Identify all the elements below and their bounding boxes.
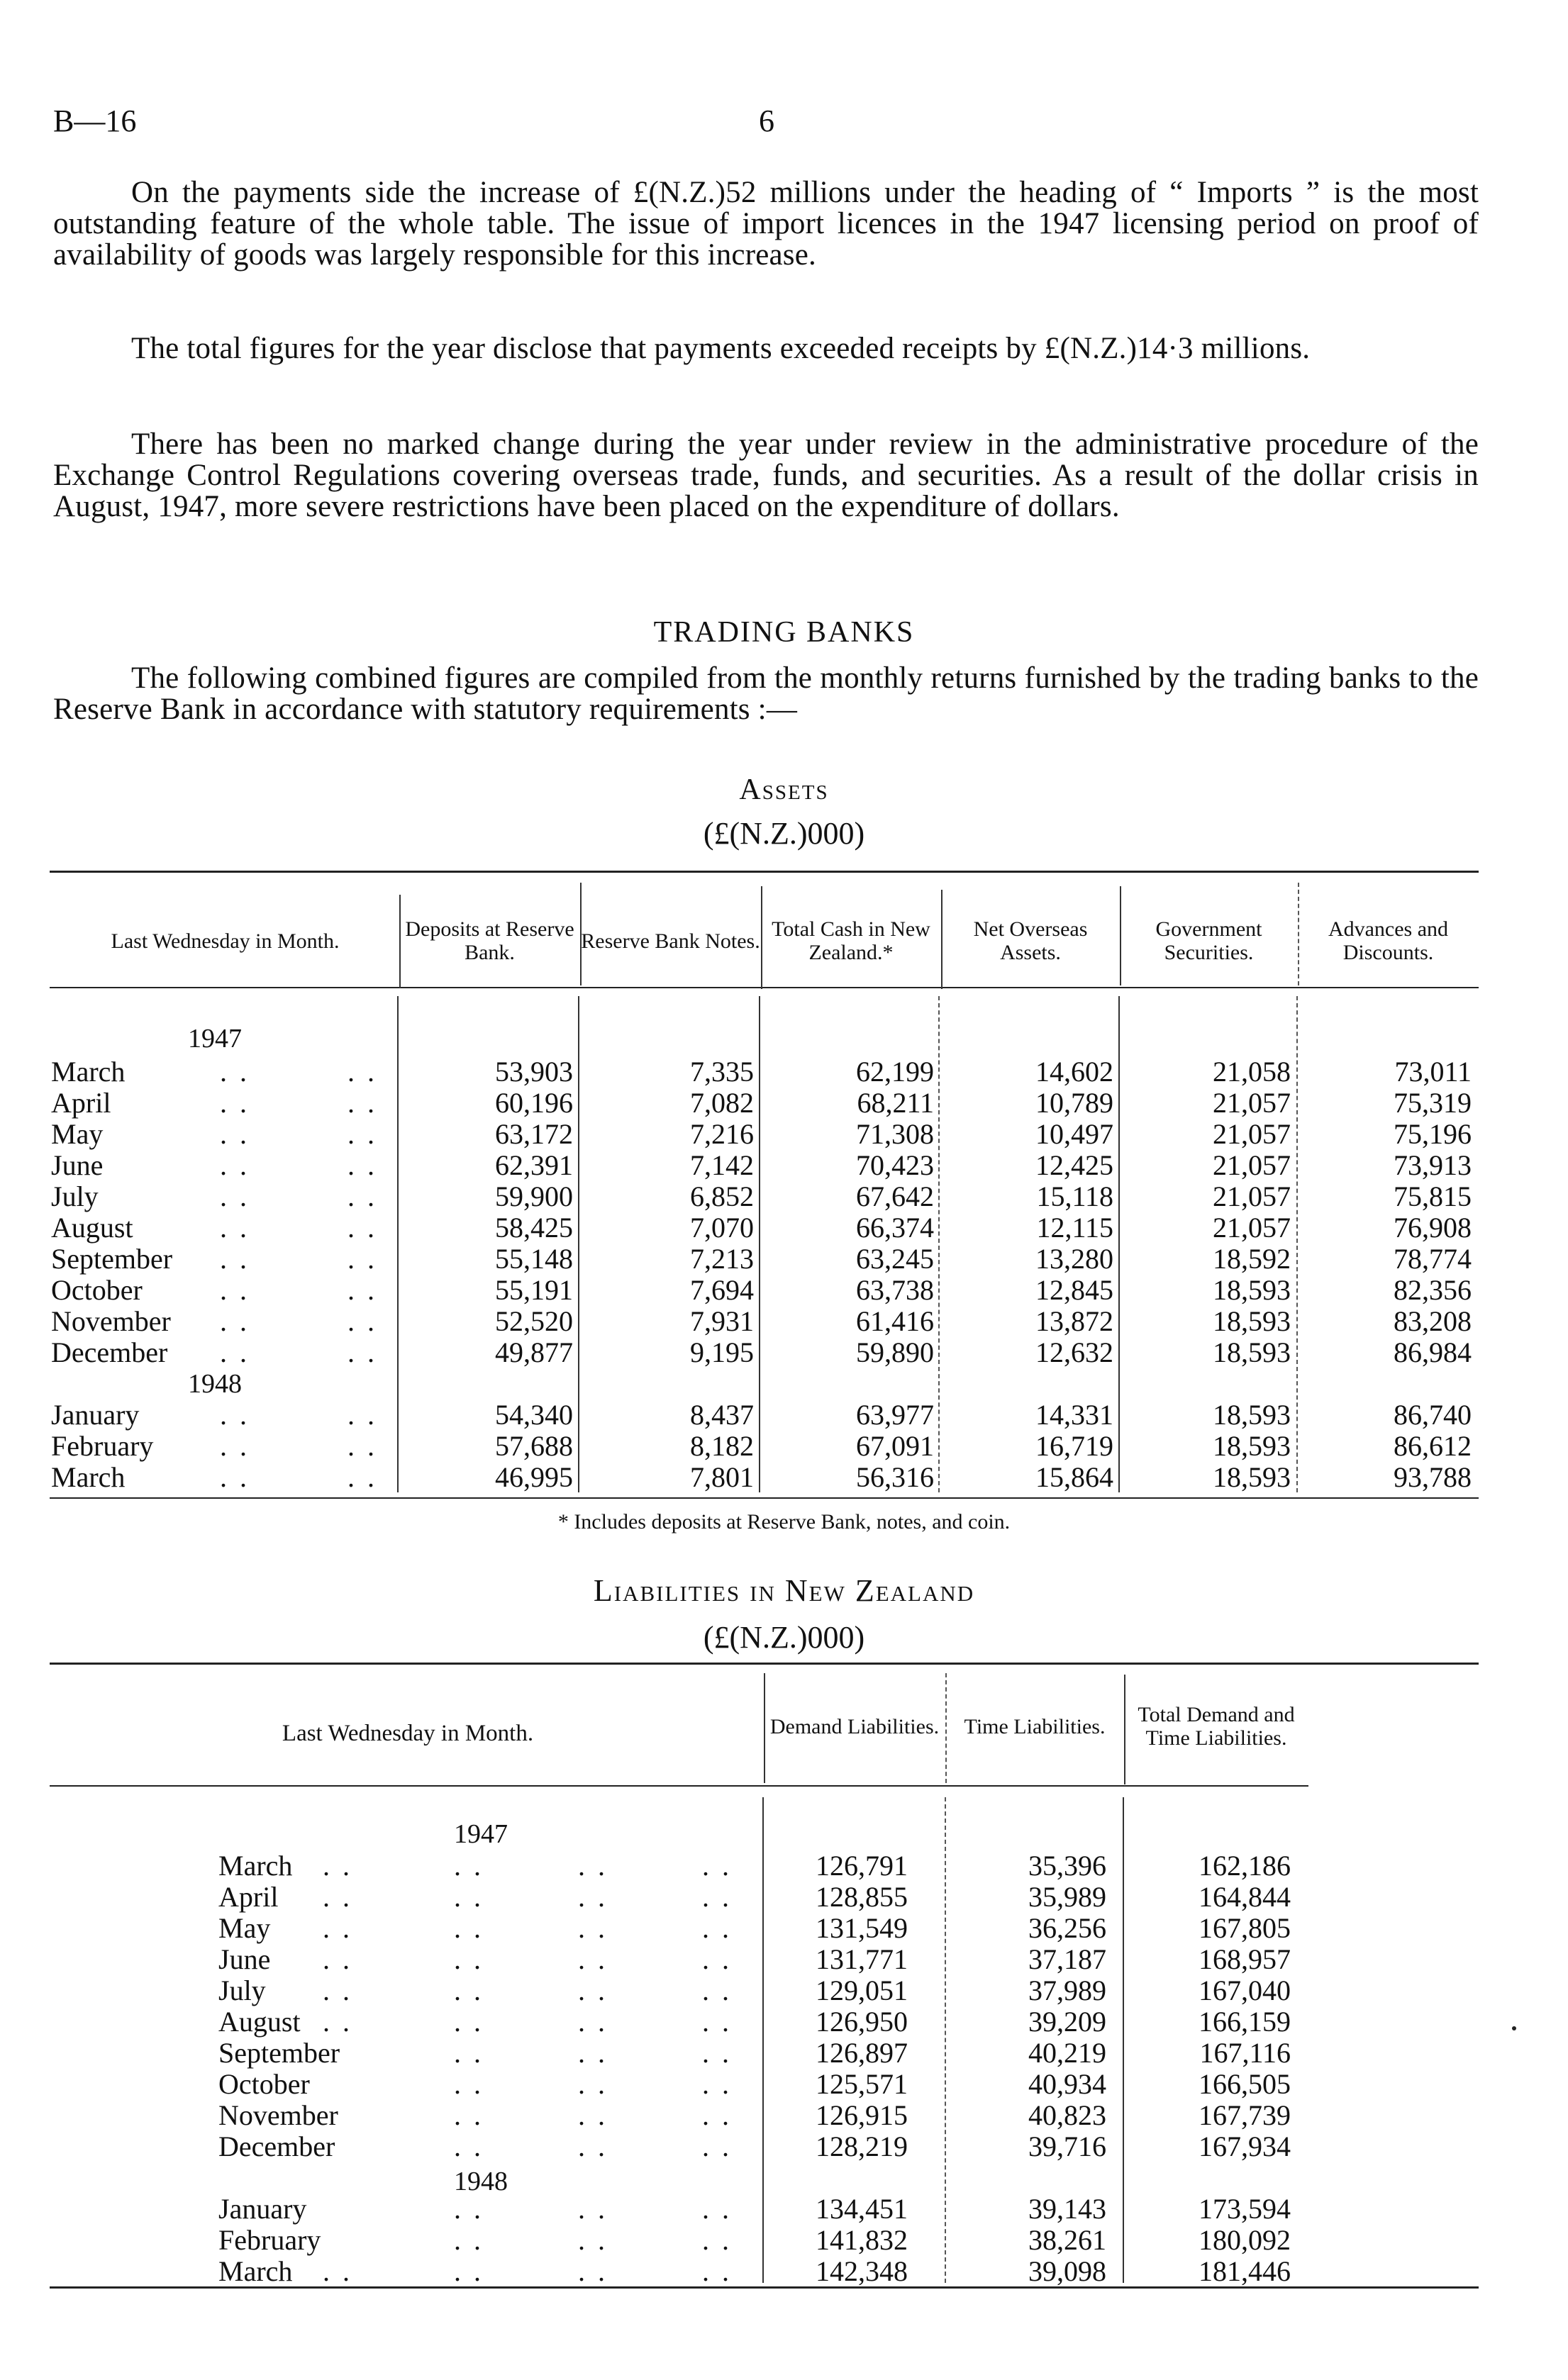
cell-value: 167,934 [1199, 2130, 1291, 2162]
cell-value: 15,118 [1036, 1180, 1113, 1212]
paragraph-exchange-control: There has been no marked change during the year under review in the administrative procedure of the Exchange Control Regulations covering overseas trade, funds, and securities. As a result of the dollar crisis in August, 1947, more severe restrictions have been placed on the expenditure of dollars. [53, 428, 1479, 523]
cell-value: 38,261 [1028, 2224, 1106, 2256]
table-bottom-rule [50, 1497, 1479, 1499]
leader-dots: . . [454, 2099, 484, 2131]
row-month: March [218, 2255, 293, 2287]
cell-value: 39,098 [1028, 2255, 1106, 2287]
cell-value: 56,316 [856, 1461, 934, 1493]
table-top-rule [50, 1663, 1479, 1665]
leader-dots: . . [220, 1149, 250, 1181]
cell-value: 7,335 [690, 1056, 754, 1088]
col-header-overseas: Net Overseas Assets. [973, 917, 1088, 964]
cell-value: 63,245 [856, 1243, 934, 1275]
cell-value: 60,196 [495, 1087, 573, 1119]
cell-value: 12,632 [1035, 1336, 1113, 1368]
leader-dots: . . [578, 1850, 608, 1882]
leader-dots: . . [702, 2068, 732, 2100]
cell-value: 53,903 [495, 1056, 573, 1088]
col-header-total-cash: Total Cash in New Zealand.* [772, 917, 930, 964]
cell-value: 40,823 [1028, 2099, 1106, 2131]
cell-value: 173,594 [1199, 2193, 1291, 2225]
cell-value: 7,070 [690, 1212, 754, 1244]
cell-value: 7,694 [690, 1274, 754, 1306]
leader-dots: . . [347, 1274, 377, 1306]
cell-value: 78,774 [1394, 1243, 1472, 1275]
leader-dots: . . [220, 1336, 250, 1368]
leader-dots: . . [702, 2037, 732, 2069]
leader-dots: . . [347, 1430, 377, 1462]
cell-value: 141,832 [816, 2224, 908, 2256]
cell-value: 62,391 [495, 1149, 573, 1181]
cell-value: 8,437 [690, 1399, 754, 1431]
cell-value: 128,219 [816, 2130, 908, 2162]
leader-dots: . . [454, 1974, 484, 2006]
leader-dots: . . [323, 1850, 352, 1882]
leader-dots: . . [220, 1212, 250, 1244]
table-row [0, 1337, 1568, 1368]
year-label: 1948 [188, 1369, 242, 1399]
header-bottom-rule [50, 987, 1479, 988]
cell-value: 14,331 [1035, 1399, 1113, 1431]
leader-dots: . . [702, 1943, 732, 1975]
table-row [0, 1150, 1568, 1181]
leader-dots: . . [347, 1087, 377, 1119]
leader-dots: . . [220, 1118, 250, 1150]
leader-dots: . . [578, 2193, 608, 2225]
row-month: August [218, 2006, 301, 2038]
table-row [0, 1181, 1568, 1212]
cell-value: 39,209 [1028, 2006, 1106, 2038]
leader-dots: . . [220, 1243, 250, 1275]
leader-dots: . . [347, 1212, 377, 1244]
leader-dots: . . [323, 1912, 352, 1944]
cell-value: 167,040 [1199, 1974, 1291, 2006]
cell-value: 66,374 [856, 1212, 934, 1244]
row-month: October [51, 1274, 143, 1306]
row-month: December [51, 1336, 168, 1368]
row-month: April [218, 1881, 279, 1913]
table-row [0, 1119, 1568, 1150]
leader-dots: . . [454, 2130, 484, 2162]
cell-value: 7,142 [690, 1149, 754, 1181]
cell-value: 18,592 [1213, 1243, 1291, 1275]
cell-value: 63,738 [856, 1274, 934, 1306]
table-row [0, 1431, 1568, 1462]
cell-value: 126,915 [816, 2099, 908, 2131]
cell-value: 75,196 [1394, 1118, 1472, 1150]
assets-title: Assets [739, 773, 829, 806]
cell-value: 57,688 [495, 1430, 573, 1462]
table-row [0, 2225, 1568, 2256]
header-bottom-rule [50, 1785, 1308, 1787]
col-header-demand: Demand Liabilities. [769, 1714, 940, 1738]
col-header-time: Time Liabilities. [964, 1714, 1106, 1738]
leader-dots: . . [578, 1974, 608, 2006]
cell-value: 18,593 [1213, 1336, 1291, 1368]
paragraph-imports: On the payments side the increase of £(N.Z.)52 millions under the heading of “ Imports ” is the most outstanding feature of the whole table. The issue of import licences in the 1947 licensing period on proof of availability of goods was largely responsible for this increase. [53, 176, 1479, 272]
leader-dots: . . [220, 1430, 250, 1462]
row-month: March [51, 1461, 126, 1493]
cell-value: 37,989 [1028, 1974, 1106, 2006]
table-row [0, 1399, 1568, 1431]
cell-value: 168,957 [1199, 1943, 1291, 1975]
year-label: 1947 [454, 1819, 508, 1849]
cell-value: 67,091 [856, 1430, 934, 1462]
cell-value: 131,549 [816, 1912, 908, 1944]
leader-dots: . . [347, 1118, 377, 1150]
cell-value: 12,845 [1035, 1274, 1113, 1306]
leader-dots: . . [220, 1087, 250, 1119]
leader-dots: . . [578, 2130, 608, 2162]
cell-value: 21,057 [1213, 1087, 1291, 1119]
cell-value: 125,571 [816, 2068, 908, 2100]
col-header-total: Total Demand and Time Liabilities. [1138, 1703, 1295, 1750]
row-month: March [51, 1056, 126, 1088]
leader-dots: . . [578, 2224, 608, 2256]
row-month: May [218, 1912, 271, 1944]
table-row [0, 2131, 1568, 2162]
leader-dots: . . [578, 2099, 608, 2131]
row-month: November [218, 2099, 338, 2131]
table-row [0, 1944, 1568, 1975]
row-month: January [218, 2193, 307, 2225]
cell-value: 9,195 [690, 1336, 754, 1368]
table-row [0, 2256, 1568, 2287]
leader-dots: . . [347, 1243, 377, 1275]
cell-value: 63,172 [495, 1118, 573, 1150]
cell-value: 75,319 [1394, 1087, 1472, 1119]
leader-dots: . . [323, 2006, 352, 2038]
table-row [0, 1212, 1568, 1244]
leader-dots: . . [220, 1274, 250, 1306]
leader-dots: . . [454, 2037, 484, 2069]
cell-value: 14,602 [1035, 1056, 1113, 1088]
paragraph-totals: The total figures for the year disclose that payments exceeded receipts by £(N.Z.)14·3 millions. [131, 332, 1311, 365]
cell-value: 59,900 [495, 1180, 573, 1212]
leader-dots: . . [702, 1850, 732, 1882]
cell-value: 40,934 [1028, 2068, 1106, 2100]
cell-value: 54,340 [495, 1399, 573, 1431]
leader-dots: . . [347, 1461, 377, 1493]
cell-value: 126,897 [816, 2037, 908, 2069]
leader-dots: . . [578, 2255, 608, 2287]
cell-value: 63,977 [856, 1399, 934, 1431]
table-row [0, 2194, 1568, 2225]
leader-dots: . . [578, 1912, 608, 1944]
cell-value: 39,143 [1028, 2193, 1106, 2225]
cell-value: 21,057 [1213, 1212, 1291, 1244]
table-row [0, 1882, 1568, 1913]
cell-value: 162,186 [1199, 1850, 1291, 1882]
cell-value: 82,356 [1394, 1274, 1472, 1306]
cell-value: 36,256 [1028, 1912, 1106, 1944]
row-month: September [51, 1243, 173, 1275]
leader-dots: . . [323, 2255, 352, 2287]
leader-dots: . . [220, 1399, 250, 1431]
leader-dots: . . [702, 1881, 732, 1913]
liabilities-unit: (£(N.Z.)000) [703, 1620, 865, 1655]
row-month: May [51, 1118, 104, 1150]
table-row [0, 1244, 1568, 1275]
cell-value: 35,989 [1028, 1881, 1106, 1913]
col-header-month: Last Wednesday in Month. [282, 1720, 534, 1746]
col-header-advances: Advances and Discounts. [1328, 917, 1449, 964]
row-month: February [51, 1430, 154, 1462]
leader-dots: . . [220, 1461, 250, 1493]
intro-paragraph: The following combined figures are compiled from the monthly returns furnished by the trading banks to the Reserve Bank in accordance with statutory requirements :— [53, 661, 1479, 726]
leader-dots: . . [454, 2006, 484, 2038]
table-row [0, 1088, 1568, 1119]
cell-value: 73,011 [1394, 1056, 1472, 1088]
year-label: 1948 [454, 2167, 508, 2196]
cell-value: 18,593 [1213, 1305, 1291, 1337]
cell-value: 142,348 [816, 2255, 908, 2287]
leader-dots: . . [347, 1305, 377, 1337]
cell-value: 35,396 [1028, 1850, 1106, 1882]
leader-dots: . . [702, 1974, 732, 2006]
cell-value: 8,182 [690, 1430, 754, 1462]
stray-mark [1512, 2026, 1516, 2030]
cell-value: 67,642 [856, 1180, 934, 1212]
leader-dots: . . [702, 2099, 732, 2131]
cell-value: 166,505 [1199, 2068, 1291, 2100]
cell-value: 37,187 [1028, 1943, 1106, 1975]
col-header-securities: Government Securities. [1155, 917, 1262, 964]
row-month: July [218, 1974, 266, 2006]
cell-value: 55,148 [495, 1243, 573, 1275]
leader-dots: . . [578, 2037, 608, 2069]
leader-dots: . . [454, 1850, 484, 1882]
cell-value: 21,057 [1213, 1180, 1291, 1212]
cell-value: 7,213 [690, 1243, 754, 1275]
leader-dots: . . [454, 1943, 484, 1975]
row-month: July [51, 1180, 99, 1212]
cell-value: 167,805 [1199, 1912, 1291, 1944]
col-header-deposits: Deposits at Reserve Bank. [405, 917, 574, 964]
cell-value: 86,612 [1394, 1430, 1472, 1462]
cell-value: 128,855 [816, 1881, 908, 1913]
leader-dots: . . [702, 2255, 732, 2287]
cell-value: 21,057 [1213, 1149, 1291, 1181]
cell-value: 12,115 [1036, 1212, 1113, 1244]
leader-dots: . . [220, 1056, 250, 1088]
leader-dots: . . [347, 1336, 377, 1368]
cell-value: 83,208 [1394, 1305, 1472, 1337]
leader-dots: . . [347, 1180, 377, 1212]
leader-dots: . . [578, 1943, 608, 1975]
leader-dots: . . [702, 1912, 732, 1944]
leader-dots: . . [454, 2255, 484, 2287]
cell-value: 61,416 [856, 1305, 934, 1337]
row-month: April [51, 1087, 111, 1119]
table-row [0, 1275, 1568, 1306]
cell-value: 126,791 [816, 1850, 908, 1882]
row-month: August [51, 1212, 133, 1244]
table-row [0, 2006, 1568, 2038]
cell-value: 86,984 [1394, 1336, 1472, 1368]
col-header-month: Last Wednesday in Month. [111, 929, 340, 953]
cell-value: 49,877 [495, 1336, 573, 1368]
cell-value: 13,280 [1035, 1243, 1113, 1275]
leader-dots: . . [454, 2224, 484, 2256]
leader-dots: . . [702, 2224, 732, 2256]
cell-value: 180,092 [1199, 2224, 1291, 2256]
row-month: June [51, 1149, 104, 1181]
leader-dots: . . [454, 1881, 484, 1913]
table-top-rule [50, 871, 1479, 873]
leader-dots: . . [220, 1305, 250, 1337]
row-month: March [218, 1850, 293, 1882]
leader-dots: . . [347, 1149, 377, 1181]
table-row [0, 1306, 1568, 1337]
cell-value: 21,057 [1213, 1118, 1291, 1150]
cell-value: 7,216 [690, 1118, 754, 1150]
row-month: December [218, 2130, 335, 2162]
cell-value: 62,199 [856, 1056, 934, 1088]
table-row [0, 2038, 1568, 2069]
page-number: 6 [759, 104, 774, 138]
cell-value: 7,931 [690, 1305, 754, 1337]
leader-dots: . . [578, 2068, 608, 2100]
cell-value: 46,995 [495, 1461, 573, 1493]
leader-dots: . . [323, 1943, 352, 1975]
cell-value: 131,771 [816, 1943, 908, 1975]
table-row [0, 1850, 1568, 1882]
cell-value: 55,191 [495, 1274, 573, 1306]
leader-dots: . . [702, 2006, 732, 2038]
table-row [0, 2069, 1568, 2100]
cell-value: 39,716 [1028, 2130, 1106, 2162]
cell-value: 70,423 [856, 1149, 934, 1181]
leader-dots: . . [347, 1399, 377, 1431]
page-reference: B—16 [53, 104, 137, 138]
table-row [0, 1056, 1568, 1088]
leader-dots: . . [323, 1974, 352, 2006]
section-title: TRADING BANKS [653, 616, 915, 649]
cell-value: 167,116 [1199, 2037, 1291, 2069]
cell-value: 18,593 [1213, 1430, 1291, 1462]
leader-dots: . . [702, 2130, 732, 2162]
row-month: September [218, 2037, 340, 2069]
row-month: February [218, 2224, 321, 2256]
leader-dots: . . [220, 1180, 250, 1212]
table-row [0, 1913, 1568, 1944]
year-label: 1947 [188, 1024, 242, 1054]
table-row [0, 1462, 1568, 1493]
cell-value: 16,719 [1035, 1430, 1113, 1462]
row-month: October [218, 2068, 310, 2100]
cell-value: 167,739 [1199, 2099, 1291, 2131]
cell-value: 15,864 [1035, 1461, 1113, 1493]
liabilities-title: Liabilities in New Zealand [593, 1573, 975, 1608]
cell-value: 10,789 [1035, 1087, 1113, 1119]
cell-value: 58,425 [495, 1212, 573, 1244]
cell-value: 76,908 [1394, 1212, 1472, 1244]
cell-value: 166,159 [1199, 2006, 1291, 2038]
leader-dots: . . [702, 2193, 732, 2225]
col-header-notes: Reserve Bank Notes. [581, 929, 760, 953]
cell-value: 71,308 [856, 1118, 934, 1150]
cell-value: 73,913 [1394, 1149, 1472, 1181]
cell-value: 129,051 [816, 1974, 908, 2006]
leader-dots: . . [454, 2068, 484, 2100]
cell-value: 126,950 [816, 2006, 908, 2038]
cell-value: 134,451 [816, 2193, 908, 2225]
cell-value: 18,593 [1213, 1461, 1291, 1493]
leader-dots: . . [323, 1881, 352, 1913]
leader-dots: . . [454, 1912, 484, 1944]
cell-value: 40,219 [1028, 2037, 1106, 2069]
table-row [0, 1975, 1568, 2006]
cell-value: 93,788 [1394, 1461, 1472, 1493]
row-month: June [218, 1943, 271, 1975]
cell-value: 13,872 [1035, 1305, 1113, 1337]
cell-value: 86,740 [1394, 1399, 1472, 1431]
cell-value: 6,852 [690, 1180, 754, 1212]
cell-value: 75,815 [1394, 1180, 1472, 1212]
cell-value: 59,890 [856, 1336, 934, 1368]
cell-value: 21,058 [1213, 1056, 1291, 1088]
table-row [0, 2100, 1568, 2131]
leader-dots: . . [347, 1056, 377, 1088]
leader-dots: . . [578, 1881, 608, 1913]
cell-value: 12,425 [1035, 1149, 1113, 1181]
assets-unit: (£(N.Z.)000) [703, 816, 865, 851]
cell-value: 52,520 [495, 1305, 573, 1337]
cell-value: 18,593 [1213, 1399, 1291, 1431]
leader-dots: . . [578, 2006, 608, 2038]
cell-value: 18,593 [1213, 1274, 1291, 1306]
cell-value: 164,844 [1199, 1881, 1291, 1913]
cell-value: 68,211 [857, 1087, 934, 1119]
cell-value: 7,801 [690, 1461, 754, 1493]
row-month: January [51, 1399, 140, 1431]
row-month: November [51, 1305, 171, 1337]
leader-dots: . . [454, 2193, 484, 2225]
cell-value: 10,497 [1035, 1118, 1113, 1150]
cell-value: 7,082 [690, 1087, 754, 1119]
assets-footnote: * Includes deposits at Reserve Bank, notes, and coin. [557, 1510, 1011, 1533]
cell-value: 181,446 [1199, 2255, 1291, 2287]
